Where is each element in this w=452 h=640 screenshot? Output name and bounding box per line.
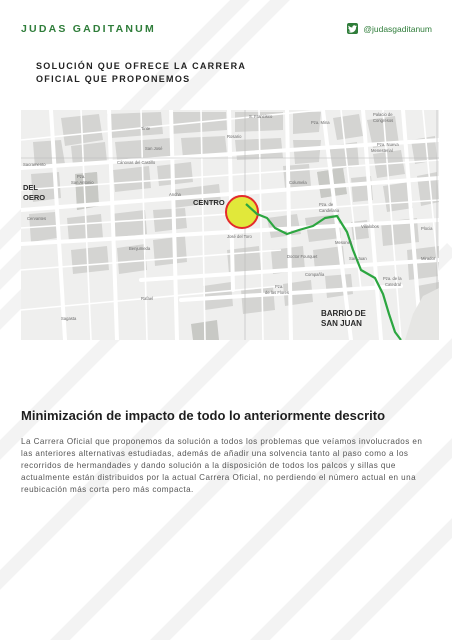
label-doctor-fourquet: Doctor Fourquet (287, 254, 318, 259)
label-mirador: Mirador (421, 256, 436, 261)
label-pza-flores-2: de las Flores (265, 290, 289, 295)
label-cervantes: Cervantes (27, 216, 47, 221)
label-compania: Compañía (305, 272, 325, 277)
label-mesones: Mesones (335, 240, 352, 245)
label-tinte: Tinte (141, 126, 151, 131)
section-body: La Carrera Oficial que proponemos da solución a todos los problemas que veíamos involucrados en las anteriores alternativas estudiadas, además de añadir una solvencia tanto al paso como a los recorridos de hermandades y dando solución a la disposición de todos los palcos y sillas que actualmente están distribuidos por la actual Carrera Oficial, no perdiendo el número actual en una reubicación más corta pero más compacta. (21, 437, 423, 494)
label-pza-flores-1: Pza. (275, 284, 284, 289)
label-barrio-line2: SAN JUAN (321, 319, 362, 328)
brand-title: JUDAS GADITANUM (21, 23, 156, 35)
label-jose-toro: José del Toro (227, 234, 252, 239)
label-vilaseca: Villalobos (361, 224, 379, 229)
label-sacramento: Sacramento (23, 162, 46, 167)
section-title: Minimización de impacto de todo lo anteriormente descrito (21, 408, 386, 423)
label-sagasta: Sagasta (61, 316, 77, 321)
label-pza-catedral-2: Catedral (385, 282, 401, 287)
twitter-icon (347, 23, 358, 34)
label-barrio-line1: BARRIO DE (321, 309, 366, 318)
intro-heading (36, 60, 276, 86)
label-plocia: Plocia (421, 226, 433, 231)
label-pza-mina: Pza. Mina (311, 120, 330, 125)
label-pza-nueva-1: Pza. Nueva (377, 142, 399, 147)
label-rosario: Rosario (227, 134, 242, 139)
label-rafael: Rafael (141, 296, 154, 301)
route-map-drawing (21, 110, 439, 340)
label-san-juan: San Juan (349, 256, 367, 261)
label-ancha: Ancha (169, 192, 181, 197)
intro-line-1: SOLUCIÓN QUE OFRECE LA CARRERA (36, 61, 247, 71)
label-palacio-1: Palacio de (373, 112, 393, 117)
label-san-francisco: S. Francisco (249, 114, 273, 119)
label-pza-san-antonio-1: Pza. (77, 174, 86, 179)
label-pza-candelaria-2: Candelaria (319, 208, 340, 213)
twitter-handle-text: @judasgaditanum (363, 23, 432, 34)
twitter-handle[interactable] (347, 23, 432, 34)
label-pza-candelaria-1: Pza. de (319, 202, 334, 207)
label-san-pedro: Cánovas del Castillo (117, 160, 156, 165)
label-columela: Columela (289, 180, 307, 185)
label-oero: OERO (23, 193, 46, 202)
route-map (21, 110, 439, 340)
label-san-jose: San José (145, 146, 163, 151)
label-del: DEL (23, 183, 38, 192)
label-pza-san-antonio-2: San Antonio (71, 180, 94, 185)
intro-line-2: OFICIAL QUE PROPONEMOS (36, 74, 191, 84)
label-pza-catedral-1: Pza. de la (383, 276, 402, 281)
label-centro: CENTRO (193, 198, 225, 207)
label-benjumeda: Benjumeda (129, 246, 151, 251)
label-pza-nueva-2: Menesterial (371, 148, 393, 153)
label-palacio-2: Congresos (373, 118, 394, 123)
